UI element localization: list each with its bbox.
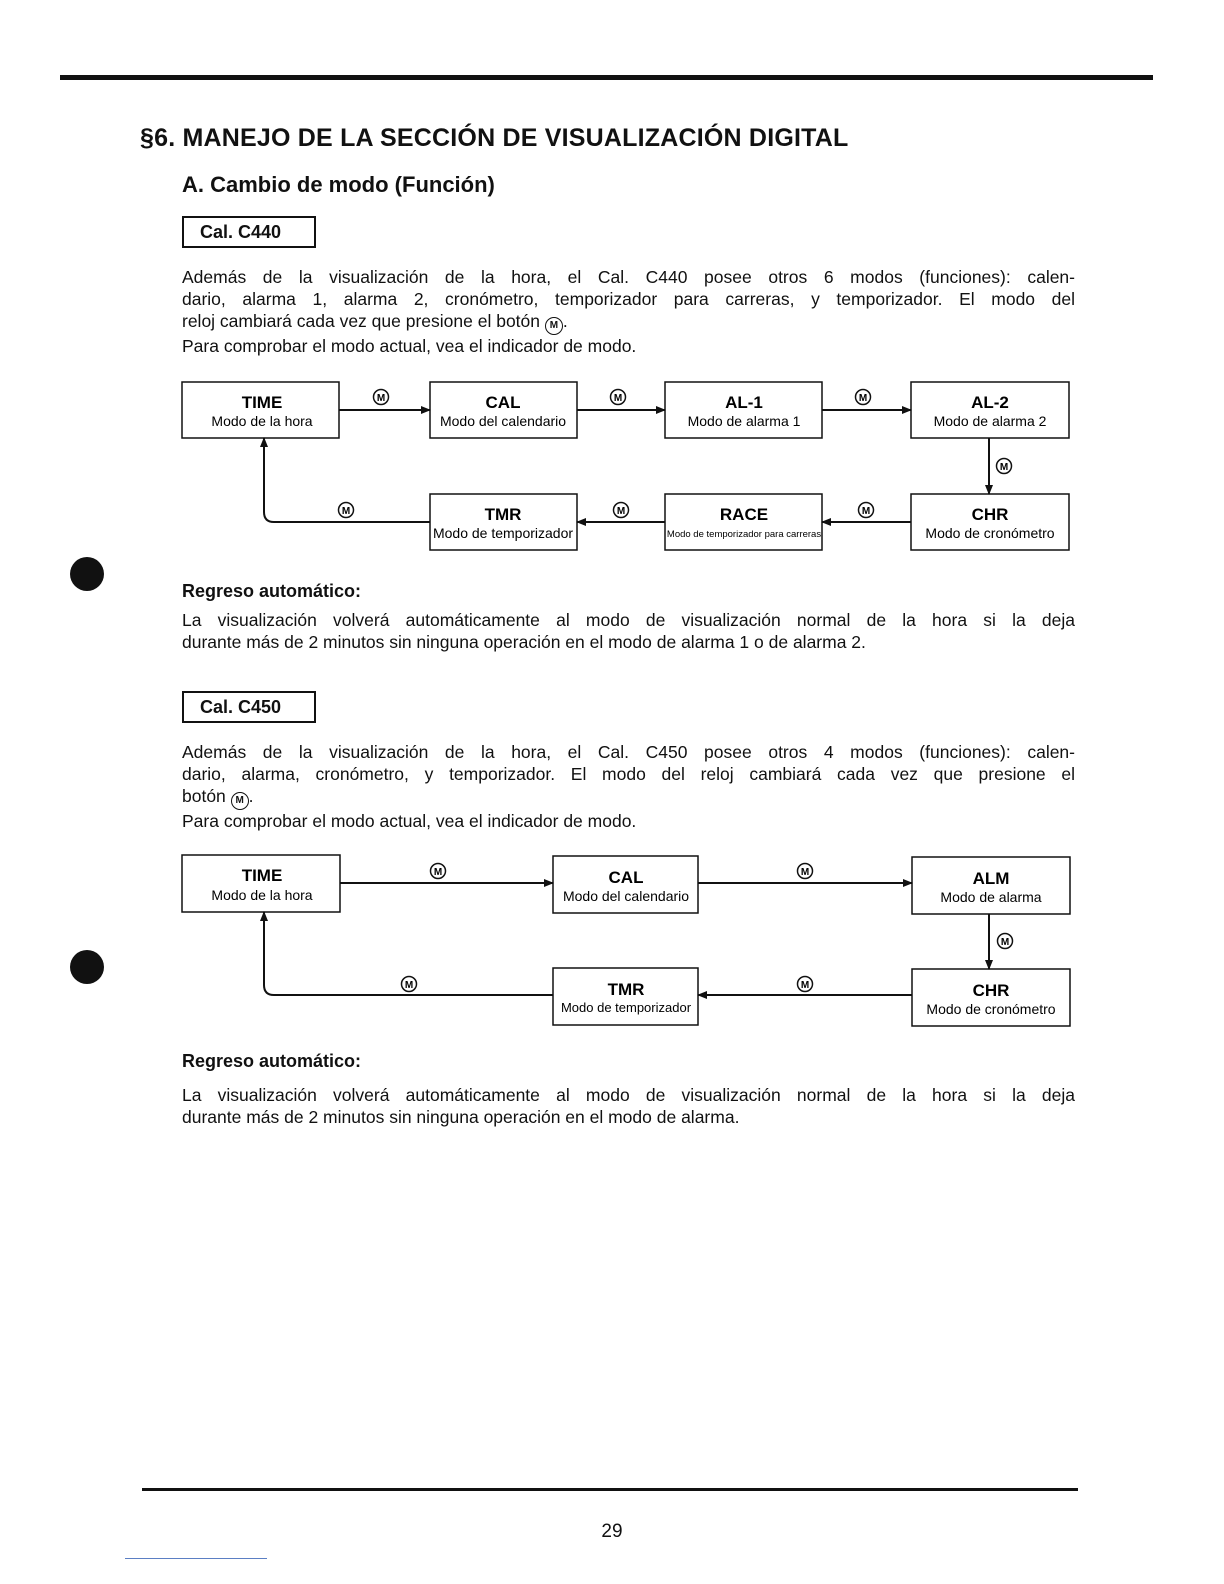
svg-text:Modo de temporizador para carr: Modo de temporizador para carreras	[666, 529, 822, 540]
m-button-icon	[998, 934, 1013, 949]
svg-text:M: M	[1000, 937, 1010, 948]
m-button-icon	[611, 390, 626, 405]
svg-text:M: M	[341, 506, 351, 517]
svg-text:M: M	[376, 393, 386, 404]
bottom-rule	[142, 1488, 1078, 1491]
c450-desc-line-3: botón M .	[182, 785, 1075, 810]
m-button-icon: M	[545, 317, 563, 335]
mode-box-tmr	[430, 494, 577, 550]
section-title: §6. MANEJO DE LA SECCIÓN DE VISUALIZACIÓN DIGITAL	[140, 124, 849, 152]
svg-text:Modo de temporizador: Modo de temporizador	[432, 525, 574, 541]
c440-desc-line-1: Además de la visualización de la hora, el Cal. C440 posee otros 6 modos (funciones): calen-	[182, 267, 1075, 287]
svg-text:AL-2: AL-2	[971, 393, 1009, 412]
mode-box-time	[182, 855, 340, 912]
svg-text:M: M	[616, 506, 626, 517]
c440-desc-line-4: Para comprobar el modo actual, vea el indicador de modo.	[182, 336, 637, 356]
m-button-icon	[856, 390, 871, 405]
m-button-icon	[859, 503, 874, 518]
svg-text:Modo de alarma: Modo de alarma	[940, 889, 1042, 905]
mode-box-alm	[912, 857, 1070, 914]
mode-box-al1	[665, 382, 822, 438]
page-number: 29	[601, 1521, 623, 1542]
svg-text:CHR: CHR	[971, 505, 1009, 524]
mode-box-chr	[911, 494, 1069, 550]
svg-text:AL-1: AL-1	[725, 393, 763, 412]
m-button-icon: M	[231, 792, 249, 810]
c440-auto-return-line-2: durante más de 2 minutos sin ninguna operación en el modo de alarma 1 o de alarma 2.	[182, 632, 866, 652]
c440-desc-line-2: dario, alarma 1, alarma 2, cronómetro, temporizador para carreras, y temporizador. El modo del	[182, 289, 1075, 309]
svg-text:CAL: CAL	[608, 868, 644, 887]
svg-text:Modo de alarma 1: Modo de alarma 1	[687, 413, 801, 429]
svg-text:Modo de alarma 2: Modo de alarma 2	[933, 413, 1047, 429]
mode-box-race	[665, 494, 822, 550]
m-button-icon	[997, 459, 1012, 474]
c440-auto-return-line-1: La visualización volverá automáticamente al modo de visualización normal de la hora si la deja	[182, 610, 1075, 630]
mode-box-tmr	[553, 968, 698, 1025]
svg-text:M: M	[404, 980, 414, 991]
m-button-icon	[614, 503, 629, 518]
m-button-icon	[431, 864, 446, 879]
margin-bullet	[70, 557, 104, 591]
svg-text:M: M	[999, 462, 1009, 473]
mode-box-time	[182, 382, 339, 438]
svg-text:ALM: ALM	[972, 869, 1010, 888]
svg-text:Modo del calendario: Modo del calendario	[562, 888, 690, 904]
c450-auto-return-text	[182, 1084, 1075, 1128]
svg-text:RACE: RACE	[719, 505, 769, 524]
c450-auto-return-title: Regreso automático:	[182, 1051, 362, 1071]
svg-text:TIME: TIME	[241, 866, 283, 885]
c440-auto-return-title: Regreso automático:	[182, 581, 362, 601]
svg-text:M: M	[800, 980, 810, 991]
mode-box-al2	[911, 382, 1069, 438]
c440-mode-diagram	[0, 370, 1224, 565]
c440-description	[182, 266, 1075, 357]
subsection-title: A. Cambio de modo (Función)	[182, 172, 495, 197]
svg-text:M: M	[800, 867, 810, 878]
m-button-icon	[339, 503, 354, 518]
mode-box-chr	[912, 969, 1070, 1026]
svg-text:Modo de la hora: Modo de la hora	[211, 887, 313, 903]
c450-auto-return-line-2: durante más de 2 minutos sin ninguna operación en el modo de alarma.	[182, 1107, 740, 1127]
c440-desc-line-3: reloj cambiará cada vez que presione el botón M .	[182, 310, 1075, 335]
c450-desc-line-2: dario, alarma, cronómetro, y temporizador. El modo del reloj cambiará cada vez que presione el	[182, 764, 1075, 784]
m-button-icon	[374, 390, 389, 405]
margin-bullet	[70, 950, 104, 984]
svg-text:M: M	[613, 393, 623, 404]
svg-text:M: M	[861, 506, 871, 517]
svg-text:M: M	[858, 393, 868, 404]
m-button-icon	[798, 864, 813, 879]
svg-text:Modo de cronómetro: Modo de cronómetro	[926, 1001, 1056, 1017]
m-button-icon	[798, 977, 813, 992]
svg-text:Modo de la hora: Modo de la hora	[211, 413, 313, 429]
c450-desc-line-4: Para comprobar el modo actual, vea el indicador de modo.	[182, 811, 637, 831]
scan-mark	[125, 1558, 267, 1559]
c450-auto-return-line-1: La visualización volverá automáticamente al modo de visualización normal de la hora si la deja	[182, 1085, 1075, 1105]
c450-description	[182, 741, 1075, 832]
c450-model-label: Cal. C450	[182, 691, 316, 723]
svg-text:TMR: TMR	[607, 980, 645, 999]
c450-desc-line-1: Además de la visualización de la hora, el Cal. C450 posee otros 4 modos (funciones): calen-	[182, 742, 1075, 762]
svg-text:M: M	[433, 867, 443, 878]
svg-text:CAL: CAL	[485, 393, 521, 412]
c440-model-label: Cal. C440	[182, 216, 316, 248]
c450-mode-diagram	[0, 845, 1224, 1040]
svg-text:CHR: CHR	[972, 981, 1010, 1000]
c440-auto-return-text	[182, 609, 1075, 653]
mode-box-cal	[430, 382, 577, 438]
m-button-icon	[402, 977, 417, 992]
top-rule	[60, 75, 1153, 80]
mode-box-cal	[553, 856, 698, 913]
svg-text:Modo de temporizador: Modo de temporizador	[560, 1000, 692, 1015]
svg-text:Modo de cronómetro: Modo de cronómetro	[925, 525, 1055, 541]
svg-text:Modo del calendario: Modo del calendario	[439, 413, 567, 429]
svg-text:TMR: TMR	[484, 505, 522, 524]
svg-text:TIME: TIME	[241, 393, 283, 412]
